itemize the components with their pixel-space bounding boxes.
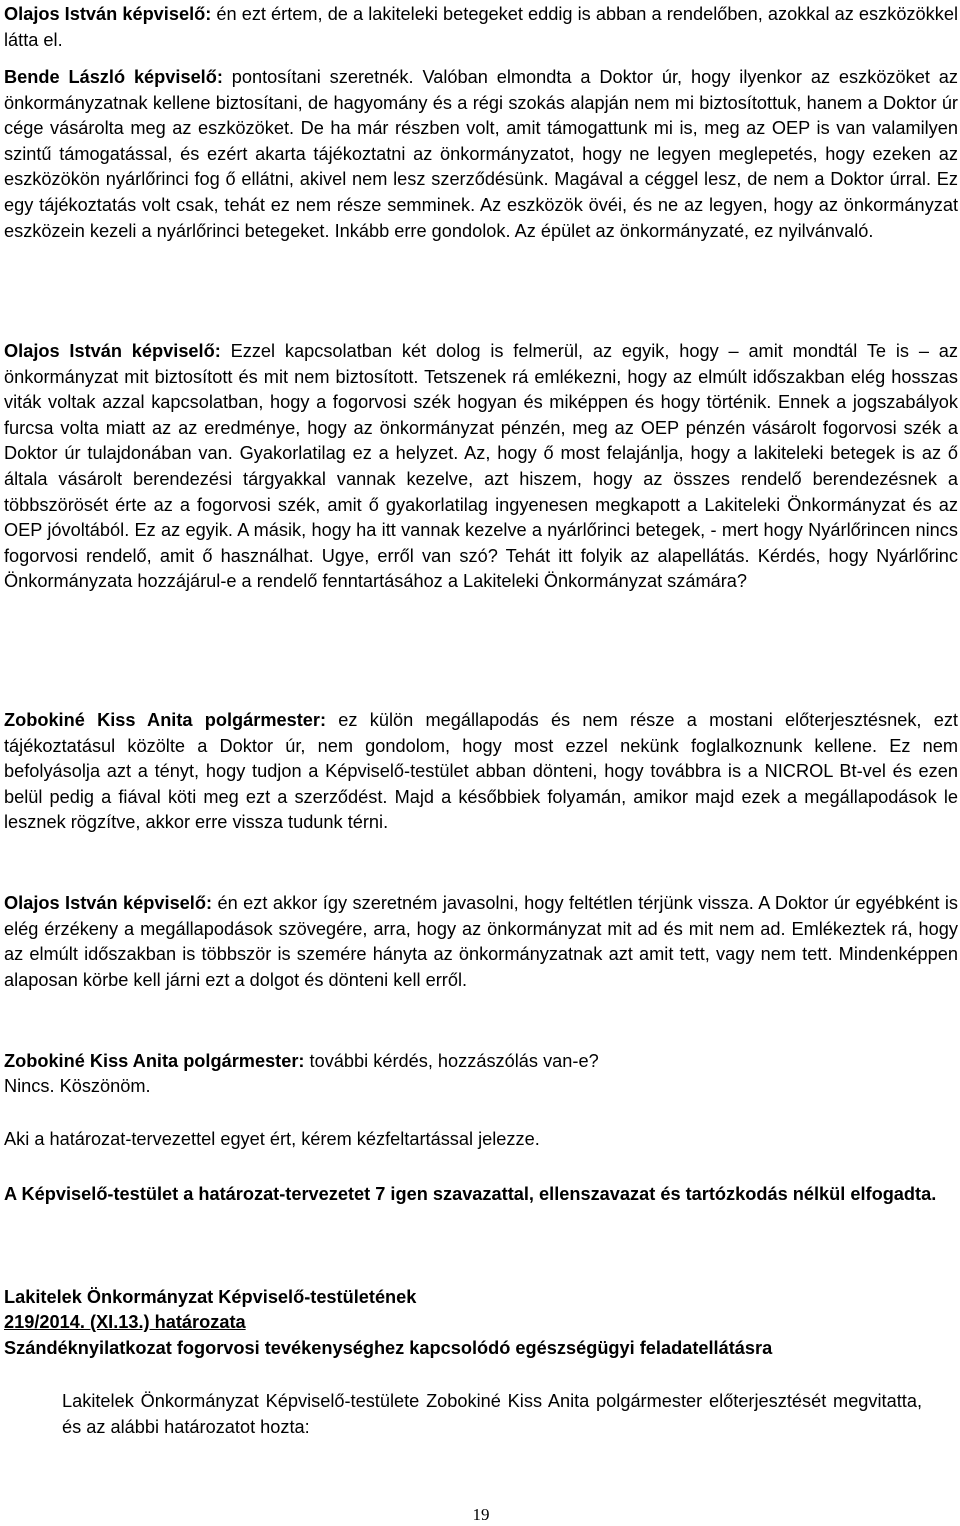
paragraph-olajos-2 — [4, 339, 958, 595]
resolution-intro: Lakitelek Önkormányzat Képviselő-testülete Zobokiné Kiss Anita polgármester előterjesztését megvitatta, és az alábbi határozatot hozta: — [62, 1391, 922, 1437]
paragraph-text: Ezzel kapcsolatban két dolog is felmerül, az egyik, hogy – amit mondtál Te is – az önkormányzat mit biztosított és mit nem biztosított. Tetszenek rá emlékezni, hogy az elmúlt időszakban elég hosszas viták voltak azzal kapcsolatban, hogy a fogorvosi szék hogyan és miképpen és hogy történik. Ennek a jogszabályok furcsa volta miatt az az eredménye, hogy az önkormányzat pénzén, meg az OEP pénzén vásárolt fogorvosi szék a Doktor úr tulajdonában van. Gyakorlatilag ez a helyzet. Az, hogy ő most felajánlja, hogy a lakiteleki betegek is az ő általa vásárolt berendezési tárgyakkal vannak kezelve, azt hiszem, hogy az összes rendelő berendezésnek a többszörösét érte az a fogorvosi szék, amit ő gyakorlatilag ingyenesen megkapott a Lakiteleki Önkormányzat és az OEP jóvoltából. Ez az egyik. A másik, hogy ha itt vannak kezelve a nyárlőrinci betegek, - mert hogy Nyárlőrincen nincs fogorvosi rendelő, amit ő használhat. Ugye, erről van szó? Tehát itt folyik az alapellátás. Kérdés, hogy Nyárlőrinc Önkormányzata hozzájárul-e a rendelő fenntartásához a Lakiteleki Önkormányzat számára? — [4, 341, 958, 592]
speaker-name: Olajos István képviselő: — [4, 4, 212, 24]
paragraph-olajos-3 — [4, 891, 958, 993]
vote-request: Aki a határozat-tervezettel egyet ért, kérem kézfeltartással jelezze. — [4, 1129, 540, 1149]
paragraph-text: én ezt akkor így szeretném javasolni, hogy feltétlen térjünk vissza. A Doktor úr egyébként is elég érzékeny a megállapodások szövegére, arra, hogy az önkormányzat mit ad és mit nem ad. Emlékeztek rá, hogy az elmúlt időszakban is többször is szemére hányta az önkormányzatnak azt amit tett, vagy nem tett. Mindenképpen alaposan körbe kell járni ezt a dolgot és dönteni kell erről. — [4, 893, 958, 990]
paragraph-olajos-1 — [4, 2, 958, 53]
paragraph-zobokine-2 — [4, 1049, 599, 1075]
paragraph-bende-1 — [4, 65, 958, 244]
document-page — [4, 0, 958, 1526]
resolution-subject: Szándéknyilatkozat fogorvosi tevékenységhez kapcsolódó egészségügyi feladatellátásra — [4, 1338, 773, 1358]
speaker-name: Zobokiné Kiss Anita polgármester: — [4, 1051, 305, 1071]
speaker-name: Zobokiné Kiss Anita polgármester: — [4, 710, 327, 730]
paragraph-text: további kérdés, hozzászólás van-e? — [304, 1051, 599, 1071]
paragraph-text: pontosítani szeretnék. Valóban elmondta a Doktor úr, hogy ilyenkor az eszközöket az önkormányzatnak kellene biztosítani, de hagyomány és a régi szokás alapján nem mi biztosítottuk, hanem a Doktor úr cége vásárolta meg az eszközöket. De ha már részben volt, amit támogattunk mi is, meg az OEP is van valamilyen szintű támogatással, és ezért akarta tájékoztatni az önkormányzatot, hogy ne legyen meglepetés, hogy ezeken az eszközökön nyárlőrinci fog ő ellátni, akivel nem lesz szerződésünk. Magával a céggel lesz, de nem a Doktor úrral. Ez egy tájékoztatás volt csak, tehát ez nem része semminek. Az eszközök övéi, és ne az legyen, hogy az önkormányzat eszközein kezeli a nyárlőrinci betegeket. Inkább erre gondolok. Az épület az önkormányzaté, ez nyilvánvaló. — [4, 67, 958, 241]
page-number: 19 — [472, 1505, 490, 1524]
resolution-body: Lakitelek Önkormányzat Képviselő-testületének — [4, 1287, 417, 1307]
paragraph-text: ez külön megállapodás és nem része a mostani előterjesztésnek, ezt tájékoztatásul közölte a Doktor úr, nem gondolom, hogy most ezzel nekünk foglalkoznunk kellene. Ez nem befolyásolja azt a tényt, hogy tudjon a Képviselő-testület abban dönteni, hogy továbbra is a NICROL Bt-vel és ezen belül pedig a fiával köti meg ezt a szerződést. Majd a későbbiek folyamán, amikor majd ezek a megállapodások le lesznek rögzítve, akkor erre vissza tudunk térni. — [4, 710, 958, 833]
speaker-name: Bende László képviselő: — [4, 67, 223, 87]
resolution-number: 219/2014. (XI.13.) határozata — [4, 1312, 246, 1332]
paragraph-zobokine-1 — [4, 708, 958, 836]
paragraph-text: én ezt értem, de a lakiteleki betegeket eddig is abban a rendelőben, azokkal az eszközökkel látta el. — [4, 4, 958, 50]
decision-text: A Képviselő-testület a határozat-tervezetet 7 igen szavazattal, ellenszavazat és tartózkodás nélkül elfogadta. — [4, 1184, 937, 1204]
nincs-line: Nincs. Köszönöm. — [4, 1076, 151, 1096]
speaker-name: Olajos István képviselő: — [4, 341, 221, 361]
speaker-name: Olajos István képviselő: — [4, 893, 213, 913]
